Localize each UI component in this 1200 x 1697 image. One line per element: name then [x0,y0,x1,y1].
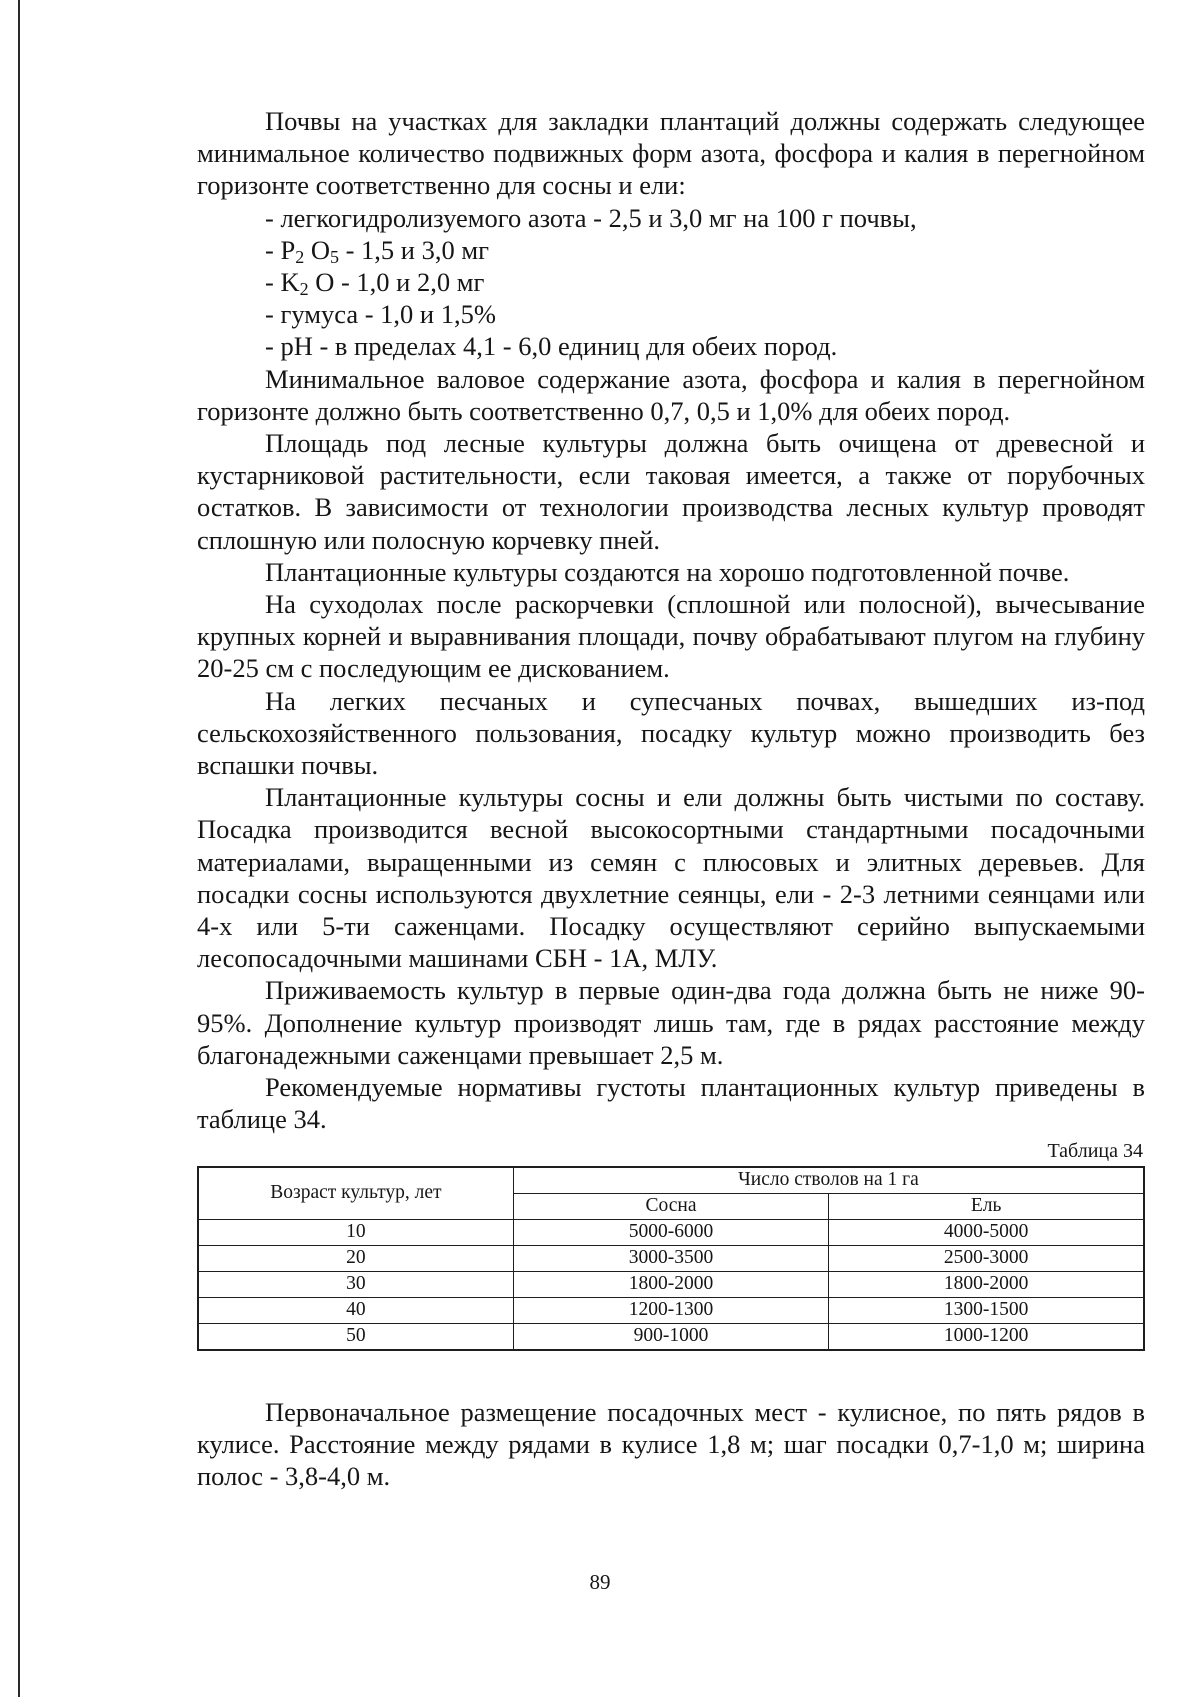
paragraph-gross-content: Минимальное валовое содержание азота, фосфора и калия в перегнойном горизонте должно быть соответственно 0,7, 0,5 и 1,0% для обеих пород. [197,363,1145,426]
list-item-potassium: - $K_2$ O - 1,0 и 2,0 мг [265,267,485,300]
cell-pine: 5000-6000 [513,1219,828,1245]
cell-age: 50 [198,1323,513,1350]
paragraph-planting: Плантационные культуры сосны и ели должны быть чистыми по составу. Посадка производится весной высокосортными стандартными посадочными материалами, выращенными из семян с плюсовых и элитных деревьев. Для посадки сосны используются двухлетние сеянцы, ели - 2-3 летними сеянцами или 4-х или 5-ти саженцами. Посадку осуществляют серийно выпускаемыми лесопосадочными машинами СБН - 1А, МЛУ. [197,782,1145,974]
list-item-nitrogen: - легкогидролизуемого азота - 2,5 и 3,0 мг на 100 г почвы, [265,202,917,233]
cell-pine: 1200-1300 [513,1297,828,1323]
paragraph-placement: Первоначальное размещение посадочных мест - кулисное, по пять рядов в кулисе. Расстояние между рядами в кулисе 1,8 м; шаг посадки 0,7-1,0 м; ширина полос - 3,8-4,0 м. [197,1396,1145,1491]
header-pine: Сосна [513,1193,828,1219]
cell-spruce: 4000-5000 [829,1219,1144,1245]
density-table [197,1166,1145,1351]
table-row [198,1323,1144,1350]
table-caption: Таблица 34 [1047,1139,1143,1162]
cell-age: 20 [198,1245,513,1271]
table-row [198,1297,1144,1323]
cell-age: 40 [198,1297,513,1323]
cell-spruce: 1000-1200 [829,1323,1144,1350]
list-item-ph: - pH - в пределах 4,1 - 6,0 единиц для обеих пород. [265,331,838,362]
page-number: 89 [589,1570,611,1594]
header-trunks: Число стволов на 1 га [513,1167,1144,1194]
paragraph-dry-lands: На суходолах после раскорчевки (сплошной или полосной), вычесывание крупных корней и выравнивания площади, почву обрабатывают плугом на глубину 20-25 см с последующим ее дискованием. [197,589,1145,684]
cell-pine: 1800-2000 [513,1271,828,1297]
table-row [198,1271,1144,1297]
header-spruce: Ель [829,1193,1144,1219]
cell-pine: 900-1000 [513,1323,828,1350]
cell-spruce: 2500-3000 [829,1245,1144,1271]
list-item-phosphorus: - $P_2$ $O_5 - 1,5$ и 3,0 мг [265,234,489,267]
table-row [198,1219,1144,1245]
paragraph-soil-prep: Плантационные культуры создаются на хорошо подготовленной почве. [265,556,1070,587]
table-row [198,1245,1144,1271]
header-age: Возраст культур, лет [198,1167,513,1220]
cell-spruce: 1300-1500 [829,1297,1144,1323]
list-item-humus: - гумуса - 1,0 и 1,5% [265,299,496,330]
scan-edge-line [18,0,20,1697]
paragraph-density-ref: Рекомендуемые нормативы густоты плантационных культур приведены в таблице 34. [197,1072,1145,1135]
paragraph-light-soils: На легких песчаных и супесчаных почвах, вышедших из-под сельскохозяйственного пользования, посадку культур можно производить без вспашки почвы. [197,685,1145,781]
cell-age: 30 [198,1271,513,1297]
document-page [197,105,1145,1492]
cell-spruce: 1800-2000 [829,1271,1144,1297]
paragraph-area-clearing: Площадь под лесные культуры должна быть очищена от древесной и кустарниковой растительности, если таковая имеется, а также от порубочных остатков. В зависимости от технологии производства лесных культур проводят сплошную или полосную корчевку пней. [197,428,1145,555]
paragraph-soil-requirements: Почвы на участках для закладки плантаций должны содержать следующее минимальное количество подвижных форм азота, фосфора и калия в перегнойном горизонте соответственно для сосны и ели: [197,106,1145,201]
cell-age: 10 [198,1219,513,1245]
paragraph-survival: Приживаемость культур в первые один-два года должна быть не ниже 90-95%. Дополнение культур производят лишь там, где в рядах расстояние между благонадежными саженцами превышает 2,5 м. [197,975,1145,1070]
cell-pine: 3000-3500 [513,1245,828,1271]
